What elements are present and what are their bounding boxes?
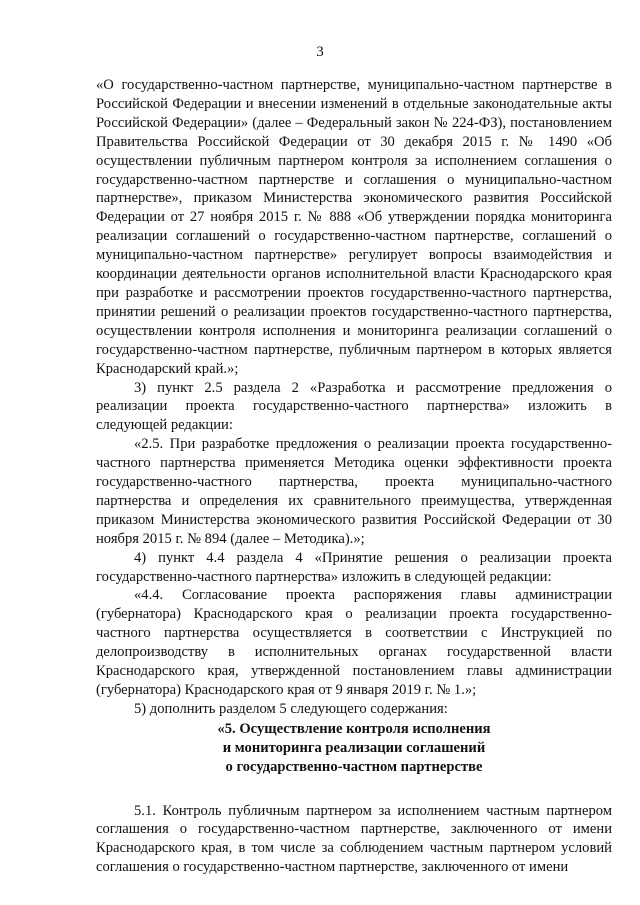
paragraph-item-3: 3) пункт 2.5 раздела 2 «Разработка и рассмотрение предложения о реализации проекта государственно-частного партнерства» изложить в следующей редакции: bbox=[96, 379, 612, 434]
document-body bbox=[96, 76, 612, 877]
paragraph-quote-4-4: «4.4. Согласование проекта распоряжения главы администрации (губернатора) Краснодарского края о реализации проекта государственно-частного партнерства осуществляется в соответствии с Инструкцией по делопроизводству в исполнительных органах государственной власти Краснодарского края, утвержденной постановлением главы администрации (губернатора) Краснодарского края от 9 января 2019 г. № 1.»; bbox=[96, 587, 612, 698]
section-heading-line: «5. Осуществление контроля исполнения bbox=[217, 720, 491, 737]
paragraph-quote-2-5: «2.5. При разработке предложения о реализации проекта государственно-частного партнерства применяется Методика оценки эффективности проекта государственно-частного партнерства, проекта муниципально-частного партнерства и определения их сравнительного преимущества, утвержденная приказом Министерства экономического развития Российской Федерации от 30 ноября 2015 г. № 894 (далее – Методика).»; bbox=[96, 436, 612, 547]
paragraph-item-5: 5) дополнить разделом 5 следующего содержания: bbox=[134, 700, 448, 717]
paragraph-item-4: 4) пункт 4.4 раздела 4 «Принятие решения о реализации проекта государственно-частного партнерства» изложить в следующей редакции: bbox=[96, 549, 612, 585]
paragraph-5-1: 5.1. Контроль публичным партнером за исполнением частным партнером соглашения о государственно-частном партнерстве, заключенного от имени Краснодарского края, в том числе за соблюдением частным партнером условий соглашения о государственно-частном партнерстве, заключенного от имени bbox=[96, 802, 612, 876]
paragraph-continuation: «О государственно-частном партнерстве, муниципально-частном партнерстве в Российской Федерации и внесении изменений в отдельные законодательные акты Российской Федерации» (далее – Федеральный закон № 224-ФЗ), постановлением Правительства Российской Федерации от 30 декабря 2015 г. № 1490 «Об осуществлении публичным партнером контроля за исполнением соглашения о государственно-частном партнерстве и соглашения о муниципально-частном партнерстве», приказом Министерства экономического развития Российской Федерации от 27 ноября 2015 г. № 888 «Об утверждении порядка мониторинга реализации соглашений о государственно-частном партнерстве, соглашений о муниципально-частном партнерстве» регулирует вопросы взаимодействия и координации деятельности органов исполнительной власти Краснодарского края при разработке и рассмотрении проектов государственно-частного партнерства, принятии решений о реализации проектов государственно-частного партнерства, осуществлении контроля исполнения и мониторинга реализации соглашений о государственно-частном партнерстве, публичным партнером в которых является Краснодарский край.»; bbox=[96, 77, 612, 377]
section-heading-line: о государственно-частном партнерстве bbox=[225, 758, 483, 775]
section-5-heading bbox=[96, 720, 612, 777]
section-heading-line: и мониторинга реализации соглашений bbox=[222, 739, 486, 756]
page-number: 3 bbox=[316, 44, 324, 60]
